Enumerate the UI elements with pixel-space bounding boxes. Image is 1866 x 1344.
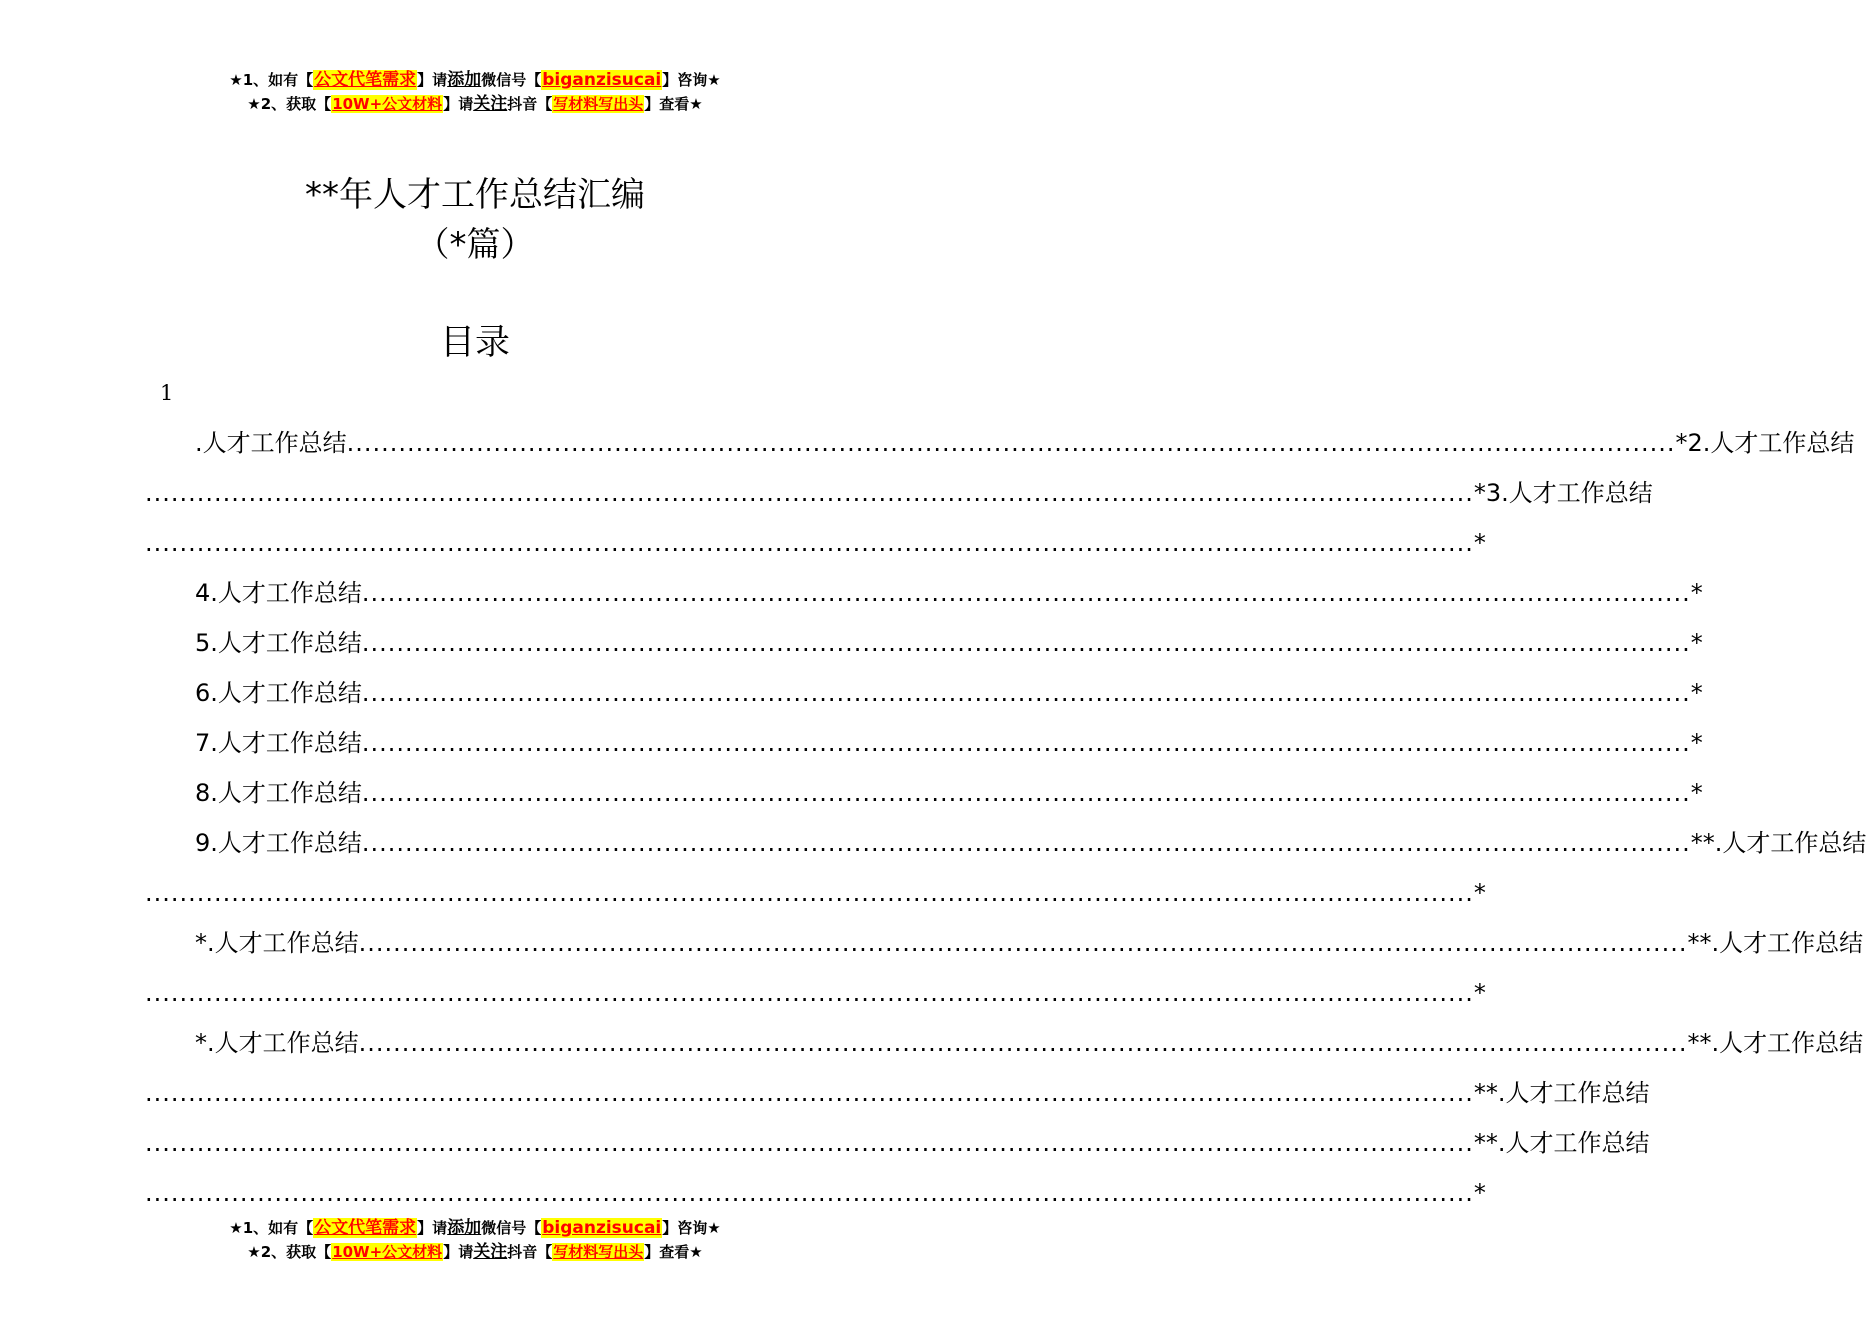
toc-entry (145, 418, 1855, 468)
toc-entry-label: *.人才工作总结 (195, 929, 359, 957)
toc-entry-label: .人才工作总结 (195, 429, 347, 457)
toc-entry (145, 518, 1486, 568)
toc-dot-leader: .......................................................................................................................................................... (145, 1179, 1474, 1207)
banner-line-2: ★2、获取【10W+公文材料】请关注抖音【写材料写出头】查看★ (247, 1242, 703, 1262)
toc-entry-tail: **.人才工作总结 (1690, 829, 1866, 857)
toc-dot-leader: .......................................................................................................................................................... (361, 579, 1691, 607)
toc-entry-label: 8.人才工作总结 (195, 779, 362, 807)
service-highlight: 公文代笔需求 (314, 1218, 417, 1238)
toc-entry (145, 668, 1703, 718)
toc-entry-tail: *3.人才工作总结 (1473, 479, 1653, 507)
toc-entry (145, 568, 1703, 618)
toc-entry-label: 6.人才工作总结 (195, 679, 362, 707)
toc-entry (145, 1018, 1864, 1068)
toc-dot-leader: .......................................................................................................................................................... (145, 979, 1474, 1007)
table-of-contents (145, 418, 1866, 1218)
materials-highlight: 10W+公文材料 (332, 95, 443, 113)
toc-entry-label: 5.人才工作总结 (195, 629, 362, 657)
toc-entry (145, 1068, 1650, 1118)
document-title: **年人才工作总结汇编 (305, 175, 645, 215)
toc-dot-leader: .......................................................................................................................................................... (145, 1079, 1474, 1107)
toc-entry-tail: * (1473, 1179, 1486, 1207)
toc-entry-tail: * (1690, 729, 1703, 757)
toc-dot-leader: .......................................................................................................................................................... (361, 779, 1691, 807)
toc-entry (145, 1118, 1650, 1168)
document-subtitle: （*篇） (415, 225, 535, 265)
toc-entry-label: *.人才工作总结 (195, 1029, 359, 1057)
wechat-id-highlight: biganzisucai (542, 70, 662, 90)
toc-entry-tail: **.人才工作总结 (1687, 1029, 1864, 1057)
bottom-banner (0, 1216, 950, 1264)
toc-entry (145, 768, 1703, 818)
toc-entry-tail: * (1473, 879, 1486, 907)
banner-line-2: ★2、获取【10W+公文材料】请关注抖音【写材料写出头】查看★ (247, 94, 703, 114)
douyin-account-highlight: 写材料写出头 (553, 1243, 644, 1261)
page-number: 1 (160, 381, 174, 405)
toc-entry-label: 9.人才工作总结 (195, 829, 362, 857)
toc-entry-label: 7.人才工作总结 (195, 729, 362, 757)
toc-heading: 目录 (439, 323, 510, 363)
wechat-id-highlight: biganzisucai (542, 1218, 662, 1238)
toc-entry-tail: * (1473, 979, 1486, 1007)
toc-entry-tail: * (1473, 529, 1486, 557)
toc-dot-leader: .......................................................................................................................................................... (361, 629, 1691, 657)
toc-dot-leader: .......................................................................................................................................................... (145, 479, 1474, 507)
toc-entry (145, 718, 1703, 768)
toc-dot-leader: .......................................................................................................................................................... (361, 829, 1691, 857)
materials-highlight: 10W+公文材料 (332, 1243, 443, 1261)
toc-dot-leader: .......................................................................................................................................................... (145, 529, 1474, 557)
toc-entry-tail: * (1690, 679, 1703, 707)
toc-entry-tail: * (1690, 629, 1703, 657)
banner-line-1: ★1、如有【公文代笔需求】请添加微信号【biganzisucai】咨询★ (229, 1218, 721, 1238)
toc-entry (145, 1168, 1486, 1218)
toc-entry (145, 918, 1864, 968)
toc-entry (145, 618, 1703, 668)
douyin-account-highlight: 写材料写出头 (553, 95, 644, 113)
toc-dot-leader: .......................................................................................................................................................... (145, 879, 1474, 907)
toc-entry-tail: **.人才工作总结 (1687, 929, 1864, 957)
toc-entry-tail: * (1690, 579, 1703, 607)
top-banner (0, 68, 950, 116)
toc-entry-label: 4.人才工作总结 (195, 579, 362, 607)
toc-entry-tail: **.人才工作总结 (1473, 1129, 1650, 1157)
toc-entry (145, 868, 1486, 918)
banner-line-1: ★1、如有【公文代笔需求】请添加微信号【biganzisucai】咨询★ (229, 70, 721, 90)
toc-entry-tail: *2.人才工作总结 (1675, 429, 1855, 457)
toc-entry (145, 468, 1653, 518)
service-highlight: 公文代笔需求 (314, 70, 417, 90)
toc-dot-leader: .......................................................................................................................................................... (358, 1029, 1688, 1057)
toc-dot-leader: .......................................................................................................................................................... (358, 929, 1688, 957)
toc-entry-tail: * (1690, 779, 1703, 807)
toc-entry (145, 968, 1486, 1018)
toc-dot-leader: .......................................................................................................................................................... (361, 729, 1691, 757)
toc-entry (145, 818, 1866, 868)
toc-dot-leader: .......................................................................................................................................................... (145, 1129, 1474, 1157)
toc-entry-tail: **.人才工作总结 (1473, 1079, 1650, 1107)
toc-dot-leader: .......................................................................................................................................................... (361, 679, 1691, 707)
toc-dot-leader: .......................................................................................................................................................... (346, 429, 1676, 457)
